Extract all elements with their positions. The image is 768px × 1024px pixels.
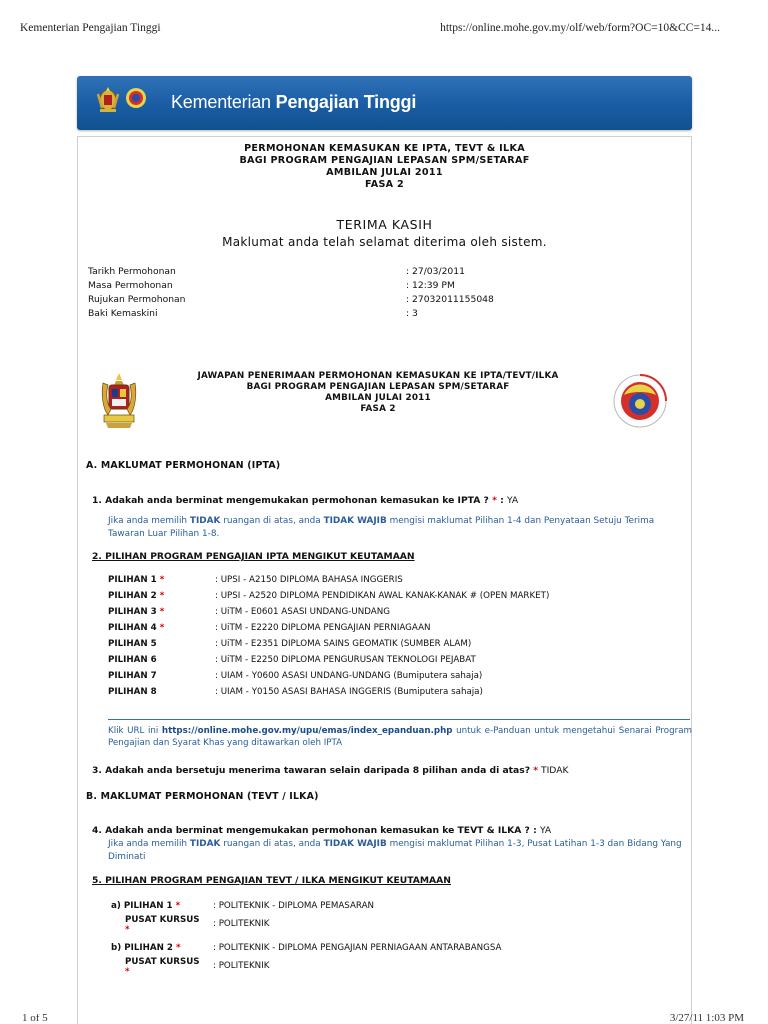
info-row: Tarikh Permohonan : 27/03/2011 [88,266,465,277]
reply-header [148,371,608,415]
list-item: PILIHAN 5 : UiTM - E2351 DIPLOMA SAINS GEOMATIK (SUMBER ALAM) [108,639,472,649]
submission-info [88,265,688,321]
thank-you-message: Maklumat anda telah selamat diterima oleh sistem. [222,235,547,249]
reply-header-line3: AMBILAN JULAI 2011 [325,393,431,403]
info-row: Masa Permohonan : 12:39 PM [88,280,455,291]
list-item: PILIHAN 3 * : UiTM - E0601 ASASI UNDANG-UNDANG [108,607,390,617]
form-content: PERMOHONAN KEMASUKAN KE IPTA, TEVT & ILKA BAGI PROGRAM PENGAJIAN LEPASAN SPM/SETARAF AMBILAN JULAI 2011 FASA 2 TERIMA KASIH Maklumat anda telah selamat diterima oleh sistem. Tarikh Permohonan : 27/03/2011 Masa Permohonan : 12:39 PM Rujukan Permohonan : 27032011155048 Baki Kemaskini : 3 JAWAPAN PENERIMAAN PERMOHONAN KEMASUKAN KE IPTA/TEVT/ILKA BAGI PROGRAM PENGAJIAN LEPASAN SPM/SETARAF AMBILAN JULAI 2011 FASA 2 A. MAKLUMAT PERMOHONAN (IPTA) 1. Adakah anda berminat mengemukakan permohonan kemasukan ke IPTA ? * : YA Jika anda memilih TIDAK ruangan di atas, anda TIDAK WAJIB mengisi maklumat Pilihan 1-4 dan Penyataan Setuju Terima Tawaran Luar Pilihan 1-8. 2. PILIHAN PROGRAM PENGAJIAN IPTA MENGIKUT KEUTAMAAN PILIHAN 1 * : UPSI - A2150 DIPLOMA BAHASA INGGERIS PILIHAN 2 * : UPSI - A2520 DIPLOMA PENDIDIKAN AWAL KANAK-KANAK # (OPEN MARKET) PILIHAN 3 * : UiTM - E0601 ASASI UNDANG-UNDANG PILIHAN 4 * : UiTM - E2220 DIPLOMA PENGAJIAN PERNIAGAAN PILIHAN 5 : UiTM - E2351 DIPLOMA SAINS GEOMATIK (SUMBER ALAM) PILIHAN 6 : UiTM - E2250 DIPLOMA PENGURUSAN TEKNOLOGI PEJABAT PILIHAN 7 : UIAM - Y0600 ASASI UNDANG-UNDANG (Bumiputera sahaja) PILIHAN 8 : UIAM - Y0150 ASASI BAHASA INGGERIS (Bumiputera sahaja) Klik URL ini https://online.mohe.gov.my/upu/emas/index_epanduan.php untuk e-Panduan untuk mengetahui Senarai Program Pengajian dan Syarat Khas yang ditawarkan oleh IPTA 3. Adakah anda bersetuju menerima tawaran selain daripada 8 pilihan anda di atas? * TIDAK B. MAKLUMAT PERMOHONAN (TEVT / ILKA) 4. Adakah anda berminat mengemukakan permohonan kemasukan ke TEVT & ILKA ? : YA Jika anda memilih TIDAK ruangan di atas, anda TIDAK WAJIB mengisi maklumat Pilihan 1-3, Pusat Latihan 1-3 dan Bidang Yang Diminati 5. PILIHAN PROGRAM PENGAJIAN TEVT / ILKA MENGIKUT KEUTAMAAN a) PILIHAN 1 * : POLITEKNIK - DIPLOMA PEMASARAN PUSAT KURSUS * : POLITEKNIK b) PILIHAN 2 * : POLITEKNIK - DIPLOMA PENGAJIAN PERNIAGAAN ANTARABANGSA PUSAT KURSUS * : POLITEKNIK [77,136,692,1024]
divider [108,719,690,720]
ipta-choices-list [108,575,668,703]
question-1: 1. Adakah anda berminat mengemukakan permohonan kemasukan ke IPTA ? * : YA [92,495,519,506]
list-item: PILIHAN 1 * : UPSI - A2150 DIPLOMA BAHASA INGGERIS [108,575,403,585]
list-item: PILIHAN 7 : UIAM - Y0600 ASASI UNDANG-UNDANG (Bumiputera sahaja) [108,671,483,681]
note-ipta: Jika anda memilih TIDAK ruangan di atas, anda TIDAK WAJIB mengisi maklumat Pilihan 1-4 dan Penyataan Setuju Terima Tawaran Luar Pilihan 1-8. [108,516,655,539]
form-header-line4: FASA 2 [364,179,405,190]
info-row: Rujukan Permohonan : 27032011155048 [88,294,494,305]
reply-header-line4: FASA 2 [360,404,396,414]
coat-of-arms-icon [95,86,121,114]
question-4-answer: YA [539,825,552,836]
form-header-line2: BAGI PROGRAM PENGAJIAN LEPASAN SPM/SETARAF [239,155,530,166]
print-page-url: https://online.mohe.gov.my/olf/web/form?OC=10&CC=14... [440,22,720,34]
form-header-line1: PERMOHONAN KEMASUKAN KE IPTA, TEVT & ILKA [244,143,525,154]
info-row: Baki Kemaskini : 3 [88,308,418,319]
ministry-banner [77,76,692,130]
note-tevt: Jika anda memilih TIDAK ruangan di atas, anda TIDAK WAJIB mengisi maklumat Pilihan 1-3, Pusat Latihan 1-3 dan Bidang Yang Diminati [108,839,682,862]
form-header [78,143,691,191]
question-4: 4. Adakah anda berminat mengemukakan permohonan kemasukan ke TEVT & ILKA ? : YA [92,825,552,836]
list-item: PILIHAN 6 : UiTM - E2250 DIPLOMA PENGURUSAN TEKNOLOGI PEJABAT [108,655,476,665]
reply-header-line2: BAGI PROGRAM PENGAJIAN LEPASAN SPM/SETARAF [246,382,510,392]
list-item: PILIHAN 4 * : UiTM - E2220 DIPLOMA PENGAJIAN PERNIAGAAN [108,623,431,633]
reply-header-line1: JAWAPAN PENERIMAAN PERMOHONAN KEMASUKAN KE IPTA/TEVT/ILKA [197,371,559,381]
print-page-number: 1 of 5 [22,1014,48,1024]
required-marker: * [492,495,497,506]
print-date: 3/27/11 1:03 PM [669,1014,744,1024]
thank-you-block [78,217,691,249]
epanduan-note: Klik URL ini https://online.mohe.gov.my/upu/emas/index_epanduan.php untuk e-Panduan untuk mengetahui Senarai Program Pengajian dan Syarat Khas yang ditawarkan oleh IPTA [108,726,692,748]
banner-title: Kementerian Pengajian Tinggi [171,92,417,112]
epanduan-link[interactable]: https://online.mohe.gov.my/upu/emas/index_epanduan.php [161,726,453,736]
list-item: PILIHAN 8 : UIAM - Y0150 ASASI BAHASA INGGERIS (Bumiputera sahaja) [108,687,483,697]
thank-you-title: TERIMA KASIH [336,217,433,232]
form-header-line3: AMBILAN JULAI 2011 [326,167,443,178]
print-footer [0,1014,768,1024]
section-a-title: A. MAKLUMAT PERMOHONAN (IPTA) [86,460,281,471]
question-2-title: 2. PILIHAN PROGRAM PENGAJIAN IPTA MENGIKUT KEUTAMAAN [92,551,415,562]
question-3-answer: TIDAK [538,765,569,776]
question-5-title: 5. PILIHAN PROGRAM PENGAJIAN TEVT / ILKA MENGIKUT KEUTAMAAN [92,875,451,886]
print-page-title: Kementerian Pengajian Tinggi [20,22,161,34]
required-marker: * [533,765,539,776]
print-header [20,22,748,38]
question-1-answer: YA [506,495,519,506]
question-3: 3. Adakah anda bersetuju menerima tawaran selain daripada 8 pilihan anda di atas? * TIDAK [92,765,569,776]
section-b-title: B. MAKLUMAT PERMOHONAN (TEVT / ILKA) [86,791,319,802]
ministry-logo-icon [125,87,147,109]
malaysia-coat-of-arms-icon [100,371,138,431]
ministry-emblem-icon [610,373,670,429]
list-item: PILIHAN 2 * : UPSI - A2520 DIPLOMA PENDIDIKAN AWAL KANAK-KANAK # (OPEN MARKET) [108,591,550,601]
